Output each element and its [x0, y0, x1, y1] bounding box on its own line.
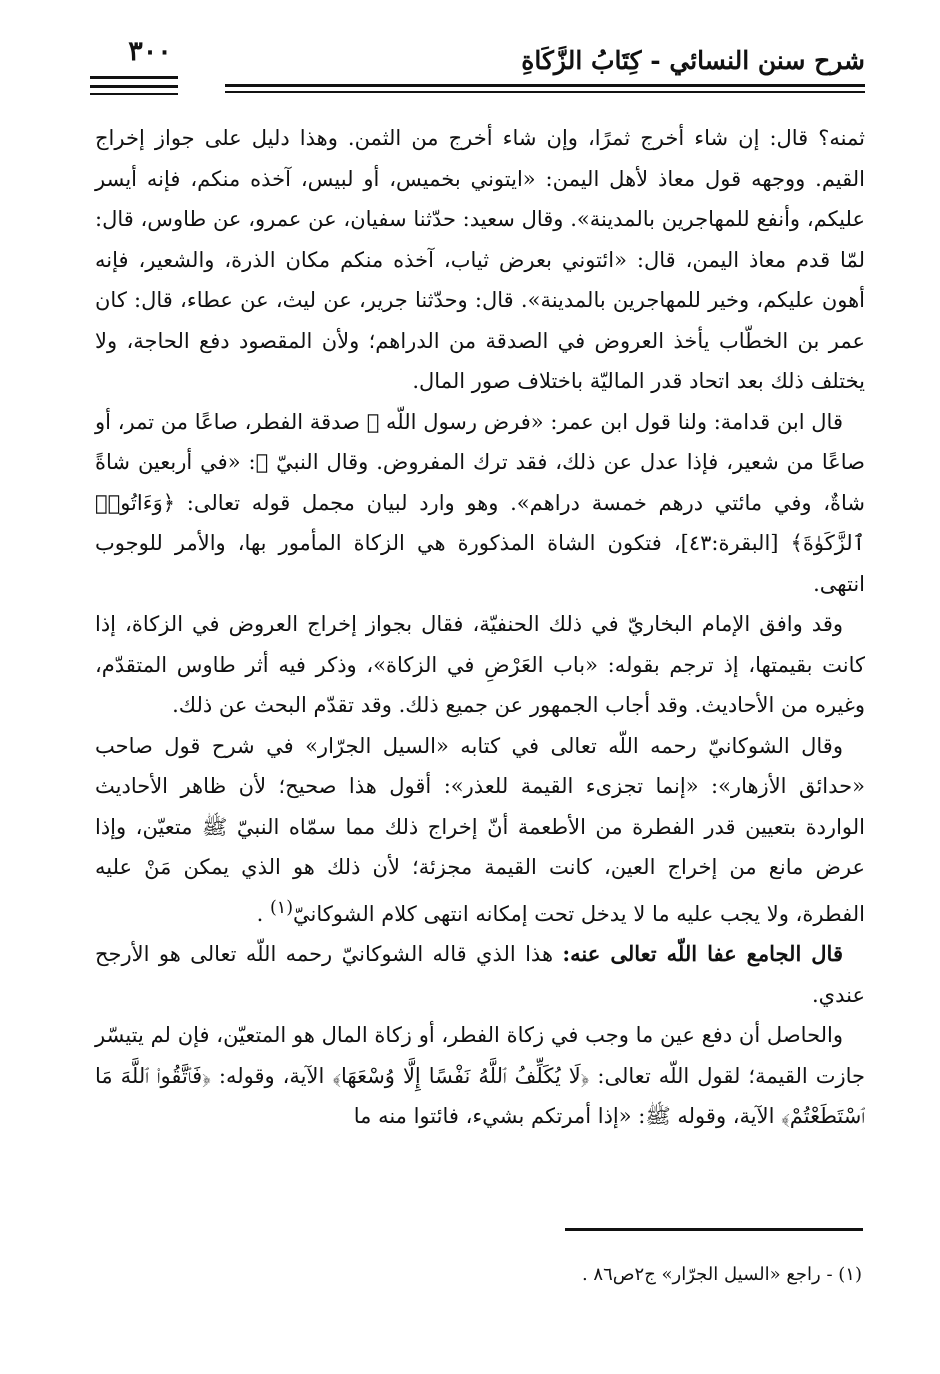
paragraph-end: .: [256, 901, 270, 926]
paragraph: قال ابن قدامة: ولنا قول ابن عمر: «فرض رسول اللّه ﷺ صدقة الفطر، صاعًا من تمر، أو صاعًا من شعير، فإذا عدل عن ذلك، فقد ترك المفروض. وقال النبيّ ﷺ: «في أربعين شاةً شاةٌ، وفي مائتي درهم خمسة دراهم». وهو وارد لبيان مجمل قوله تعالى: ﴿وَءَاتُوا۟ ٱلزَّكَوٰةَ﴾ [البقرة:٤٣]، فتكون الشاة المذكورة هي الزكاة المأمور بها، والأمر للوجوب انتهى.: [95, 409, 866, 596]
running-title: شرح سنن النسائي - كِتَابُ الزَّكَاةِ: [521, 46, 865, 75]
header-rule: [225, 91, 865, 93]
paragraph: [95, 726, 865, 935]
footnote-separator: [565, 1228, 863, 1231]
paragraph-text: وقال الشوكانيّ رحمه اللّه تعالى في كتابه «السيل الجرّار» في شرح قول صاحب «حدائق الأزهار»: «إنما تجزىء القيمة للعذر»: أقول هذا صحيح؛ لأن ظاهر الأحاديث الواردة بتعيين قدر الفطرة من الأطعمة أنّ إخراج ذلك مما سمّاه النبيّ ﷺ متعيّن، وإذا عرض مانع من إخراج العين، كانت القيمة مجزئة؛ لأن ذلك هو الذي يمكن مَنْ عليه الفطرة، ولا يجب عليه ما لا يدخل تحت إمكانه انتهى كلام الشوكانيّ: [95, 733, 865, 926]
footnote: (١) - راجع «السيل الجرّار» ج٢ص٨٦ .: [581, 1264, 862, 1285]
page-number-rule: [90, 76, 178, 79]
paragraph: والحاصل أن دفع عين ما وجب في زكاة الفطر، أو زكاة المال هو المتعيّن، فإن لم يتيسّر جازت القيمة؛ لقول اللّه تعالى: ﴿لَا يُكَلِّفُ ٱللَّهُ نَفْسًا إِلَّا وُسْعَهَا﴾ الآية، وقوله: ﴿فَٱتَّقُوا۟ ٱللَّهَ مَا ٱسْتَطَعْتُمْ﴾ الآية، وقوله ﷺ: «إذا أمرتكم بشيء، فائتوا منه ما: [95, 1023, 865, 1128]
page-header: [90, 38, 865, 98]
header-rule: [225, 84, 865, 87]
page-number-rule: [90, 93, 178, 95]
page-number: ٣٠٠: [128, 36, 172, 67]
author-note-label: قال الجامع عفا اللّه تعالى عنه:: [562, 941, 843, 966]
page-number-rule: [90, 85, 178, 88]
paragraph: [95, 934, 865, 1015]
paragraph: ثمنه؟ قال: إن شاء أخرج ثمرًا، وإن شاء أخرج من الثمن. وهذا دليل على جواز إخراج القيم. ووجهه قول معاذ لأهل اليمن: «ايتوني بخميس، أو لبيس، آخذه منكم، فإنه أيسر عليكم، وأنفع للمهاجرين بالمدينة». وقال سعيد: حدّثنا سفيان، عن عمرو، عن طاوس، قال: لمّا قدم معاذ اليمن، قال: «ائتوني بعرض ثياب، آخذه منكم مكان الذرة، والشعير، فإنه أهون عليكم، وخير للمهاجرين بالمدينة». قال: وحدّثنا جرير، عن ليث، عن عطاء، قال: كان عمر بن الخطّاب يأخذ العروض في الصدقة من الدراهم؛ ولأن المقصود دفع الحاجة، ولا يختلف ذلك بعد اتحاد قدر الماليّة باختلاف صور المال.: [95, 126, 865, 393]
paragraph-text: هذا الذي قاله الشوكانيّ رحمه اللّه تعالى هو الأرجح عندي.: [95, 942, 865, 1007]
paragraph: وقد وافق الإمام البخاريّ في ذلك الحنفيّة، فقال بجواز إخراج العروض في الزكاة، إذا كانت بقيمتها، إذ ترجم بقوله: «باب العَرْضِ في الزكاة»، وذكر فيه أثر طاوس المتقدّم، وغيره من الأحاديث. وقد أجاب الجمهور عن جميع ذلك. وقد تقدّم البحث عن ذلك.: [95, 612, 865, 717]
footnote-marker: (١): [269, 897, 294, 918]
main-text: [95, 118, 865, 1137]
